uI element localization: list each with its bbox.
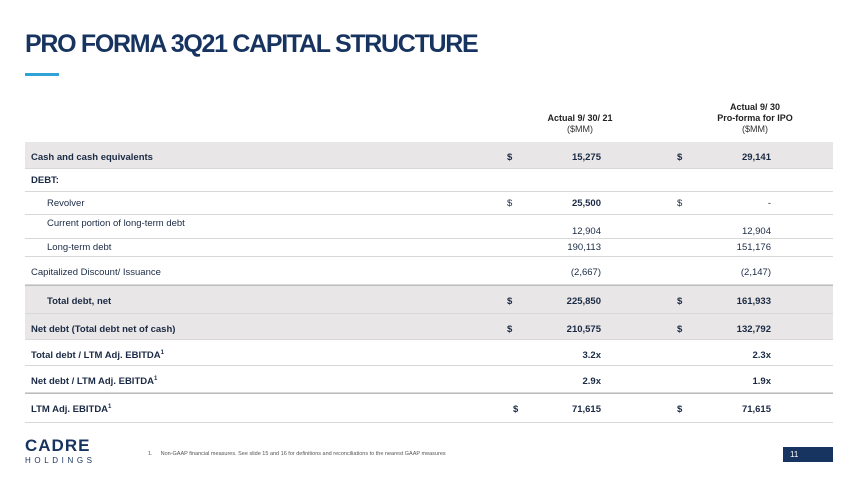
table-row [25,215,833,239]
currency-symbol: $ [677,324,683,335]
actual-value: 210,575 [566,324,601,335]
actual-value: (2,667) [570,267,601,278]
footnote [148,451,454,457]
logo-letters: ADRE [38,436,91,455]
currency-symbol: $ [507,296,513,307]
proforma-value: (2,147) [740,267,771,278]
actual-value: 190,113 [567,242,601,253]
currency-symbol: $ [507,198,513,209]
currency-symbol: $ [677,198,683,209]
footnote-marker: 1 [160,350,164,356]
currency-symbol: $ [507,324,513,335]
proforma-value: 1.9x [752,376,771,387]
column-header-proforma-line1: Actual 9/ 30 [729,102,781,112]
column-header-proforma-line2: Pro-forma for IPO [717,113,793,123]
column-header-actual-unit: ($MM) [567,124,593,134]
table-row [25,314,833,340]
row-label: Cash and cash equivalents [31,152,153,163]
footnote-text: Non-GAAP financial measures. See slide 15 and 16 for definitions and reconciliations to the nearest GAAP measures [160,451,446,457]
table-row [25,192,833,215]
row-label: Net debt (Total debt net of cash) [31,324,176,335]
column-header-proforma-unit: ($MM) [742,124,768,134]
column-header-actual-line1: Actual 9/ 30/ 21 [547,113,613,123]
table-row [25,393,833,423]
row-label-text: Total debt / LTM Adj. EBITDA [31,350,161,361]
row-label-text: LTM Adj. EBITDA [31,404,109,415]
row-label: Total debt, net [47,296,112,307]
currency-symbol: $ [677,404,683,415]
column-header-actual [520,113,640,135]
row-label: Capitalized Discount/ Issuance [31,267,161,278]
table-row [25,239,833,257]
row-label-text: Net debt / LTM Adj. EBITDA [31,376,154,387]
proforma-value: 151,176 [736,242,771,253]
currency-symbol: $ [507,152,513,163]
proforma-value: 161,933 [736,296,771,307]
page-number: 11 [790,450,799,459]
proforma-value: 29,141 [741,152,771,163]
table-row [25,142,833,169]
actual-value: 25,500 [571,198,601,209]
proforma-value: 2.3x [752,350,771,361]
table-row [25,169,833,192]
row-label: Current portion of long-term debt [47,218,185,229]
page-title: PRO FORMA 3Q21 CAPITAL STRUCTURE [25,30,478,58]
proforma-value: 71,615 [741,404,771,415]
logo-mark: C [25,436,39,455]
actual-value: 12,904 [571,226,601,237]
proforma-value: 132,792 [736,324,771,335]
row-label: Revolver [47,198,85,209]
actual-value: 71,615 [571,404,601,415]
actual-value: 15,275 [571,152,601,163]
logo-wordmark [25,437,96,454]
proforma-value: 12,904 [741,226,771,237]
page-number-box [783,447,833,462]
currency-symbol: $ [677,152,683,163]
row-label: Long-term debt [47,242,112,253]
table-row [25,340,833,366]
logo-subtitle: HOLDINGS [25,456,96,465]
currency-symbol: $ [677,296,683,307]
column-header-proforma [690,102,820,135]
footnote-number: 1. [148,451,153,457]
actual-value: 225,850 [566,296,601,307]
title-accent-rule [25,73,59,76]
row-label [31,404,111,415]
row-label [31,376,157,387]
table-row [25,285,833,314]
footnote-marker: 1 [108,404,112,410]
row-label: DEBT: [31,175,59,186]
company-logo [25,437,96,465]
actual-value: 3.2x [582,350,601,361]
table-row [25,366,833,393]
actual-value: 2.9x [582,376,601,387]
footnote-marker: 1 [153,376,158,382]
table-row [25,257,833,285]
capital-structure-table [25,142,833,423]
currency-symbol: $ [513,404,519,415]
proforma-value: - [767,198,771,209]
row-label [31,350,164,361]
